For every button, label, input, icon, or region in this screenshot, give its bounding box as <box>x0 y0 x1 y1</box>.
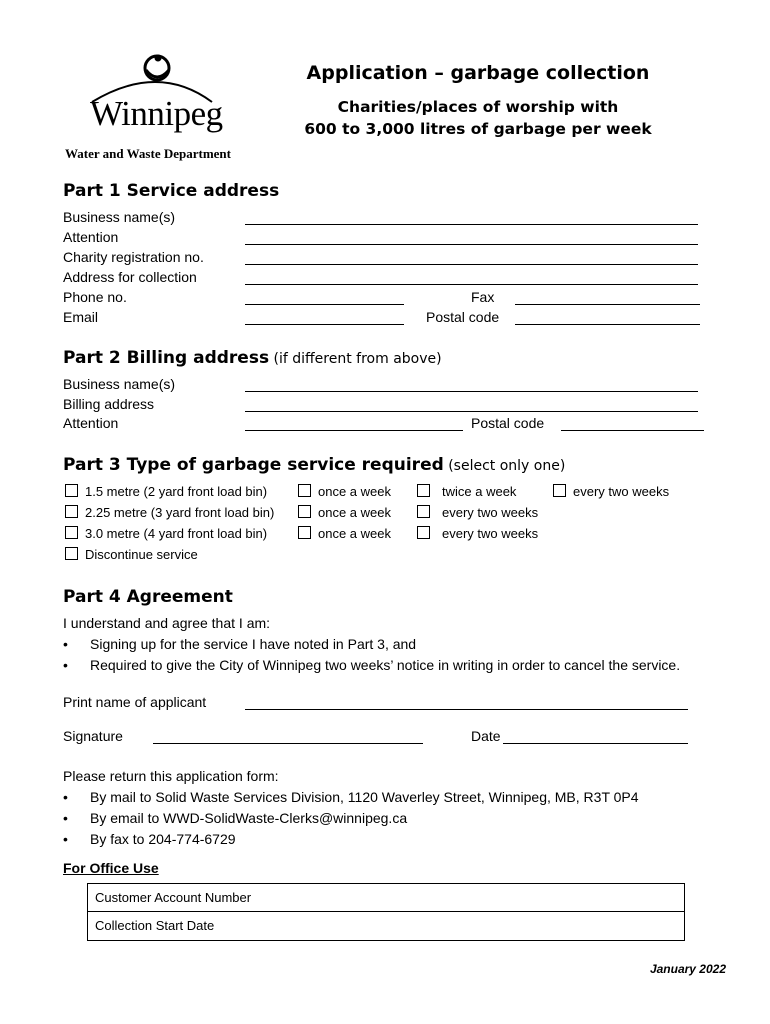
office-use-heading: For Office Use <box>63 860 159 876</box>
page-title: Application – garbage collection <box>306 62 650 84</box>
return-fax: • By fax to 204-774-6729 <box>63 831 236 847</box>
part2-heading: Part 2 Billing address <box>63 348 270 368</box>
billing-business-field[interactable] <box>245 378 698 392</box>
option-2-25-once-week[interactable]: once a week <box>298 503 391 523</box>
revision-date: January 2022 <box>649 962 726 976</box>
checkbox-icon[interactable] <box>553 484 566 497</box>
phone-field[interactable] <box>245 291 404 305</box>
part3-note: (select only one) <box>448 458 566 474</box>
charity-reg-label: Charity registration no. <box>63 249 204 265</box>
part4-heading: Part 4 Agreement <box>63 587 233 607</box>
email-postal-row <box>63 307 703 327</box>
address-label: Address for collection <box>63 269 197 285</box>
attention-row <box>63 227 703 247</box>
option-1-5-metre[interactable]: 1.5 metre (2 yard front load bin) <box>65 482 267 502</box>
billing-address-field[interactable] <box>245 398 698 412</box>
page-subtitle-1: Charities/places of worship with <box>337 98 619 116</box>
billing-address-label: Billing address <box>63 396 155 412</box>
print-name-field[interactable] <box>245 696 688 710</box>
checkbox-icon[interactable] <box>417 484 430 497</box>
agreement-bullet-1: • Signing up for the service I have noted in Part 3, and <box>63 636 417 652</box>
return-email: • By email to WWD-SolidWaste-Clerks@winnipeg.ca <box>63 810 408 826</box>
fax-label: Fax <box>471 289 495 305</box>
option-1-5-twice-week[interactable]: twice a week <box>417 482 516 502</box>
checkbox-icon[interactable] <box>65 526 78 539</box>
email-label: Email <box>63 309 99 325</box>
part2-note: (if different from above) <box>273 351 442 367</box>
part2-heading-row <box>63 346 442 370</box>
return-intro: Please return this application form: <box>63 768 279 784</box>
collection-start-date[interactable]: Collection Start Date <box>88 911 684 939</box>
billing-postal-field[interactable] <box>561 417 704 431</box>
business-name-label: Business name(s) <box>63 209 176 225</box>
billing-attention-field[interactable] <box>245 417 463 431</box>
option-3-0-every-two-weeks[interactable]: every two weeks <box>417 524 538 544</box>
address-row <box>63 267 703 287</box>
signature-label: Signature <box>63 728 123 744</box>
attention-label: Attention <box>63 229 119 245</box>
address-field[interactable] <box>245 271 698 285</box>
checkbox-icon[interactable] <box>417 505 430 518</box>
checkbox-icon[interactable] <box>65 547 78 560</box>
charity-reg-row <box>63 247 703 267</box>
email-field[interactable] <box>245 311 404 325</box>
logo-wordmark: Winnipeg <box>90 94 223 133</box>
fax-field[interactable] <box>515 291 700 305</box>
signature-date-row <box>63 726 703 746</box>
agreement-bullet-2: • Required to give the City of Winnipeg two weeks’ notice in writing in order to cancel the service. <box>63 657 681 673</box>
checkbox-icon[interactable] <box>298 526 311 539</box>
option-3-0-metre[interactable]: 3.0 metre (4 yard front load bin) <box>65 524 267 544</box>
return-email-link[interactable]: By email to WWD-SolidWaste-Clerks@winnipeg.ca <box>90 810 408 826</box>
billing-address-row <box>63 394 708 414</box>
option-1-5-every-two-weeks[interactable]: every two weeks <box>553 482 669 502</box>
checkbox-icon[interactable] <box>65 505 78 518</box>
phone-label: Phone no. <box>63 289 127 305</box>
checkbox-icon[interactable] <box>417 526 430 539</box>
print-name-row <box>63 692 703 712</box>
date-field[interactable] <box>503 730 688 744</box>
option-2-25-metre[interactable]: 2.25 metre (3 yard front load bin) <box>65 503 274 523</box>
signature-field[interactable] <box>153 730 423 744</box>
billing-attention-row <box>63 413 708 433</box>
department-name: Water and Waste Department <box>65 146 231 161</box>
office-use-table <box>87 883 685 941</box>
page-subtitle-2: 600 to 3,000 litres of garbage per week <box>304 120 652 138</box>
option-2-25-every-two-weeks[interactable]: every two weeks <box>417 503 538 523</box>
postal-code-field[interactable] <box>515 311 700 325</box>
customer-account-number[interactable]: Customer Account Number <box>95 890 252 905</box>
option-1-5-once-week[interactable]: once a week <box>298 482 391 502</box>
part3-heading-row <box>63 453 565 477</box>
date-label: Date <box>471 728 501 744</box>
billing-business-label: Business name(s) <box>63 376 176 392</box>
part3-heading: Part 3 Type of garbage service required <box>63 455 444 475</box>
postal-code-label: Postal code <box>426 309 500 325</box>
billing-attention-label: Attention <box>63 415 119 431</box>
checkbox-icon[interactable] <box>298 505 311 518</box>
option-3-0-once-week[interactable]: once a week <box>298 524 391 544</box>
business-name-field[interactable] <box>245 211 698 225</box>
phone-fax-row <box>63 287 703 307</box>
billing-postal-label: Postal code <box>471 415 545 431</box>
city-logo <box>88 40 228 145</box>
print-name-label: Print name of applicant <box>63 694 207 710</box>
checkbox-icon[interactable] <box>298 484 311 497</box>
return-mail: • By mail to Solid Waste Services Division, 1120 Waverley Street, Winnipeg, MB, R3T 0P4 <box>63 789 639 805</box>
charity-reg-field[interactable] <box>245 251 698 265</box>
attention-field[interactable] <box>245 231 698 245</box>
checkbox-icon[interactable] <box>65 484 78 497</box>
billing-business-row <box>63 374 708 394</box>
option-discontinue[interactable]: Discontinue service <box>65 545 198 565</box>
part1-heading: Part 1 Service address <box>63 181 280 201</box>
business-name-row <box>63 207 703 227</box>
agreement-intro: I understand and agree that I am: <box>63 615 271 631</box>
